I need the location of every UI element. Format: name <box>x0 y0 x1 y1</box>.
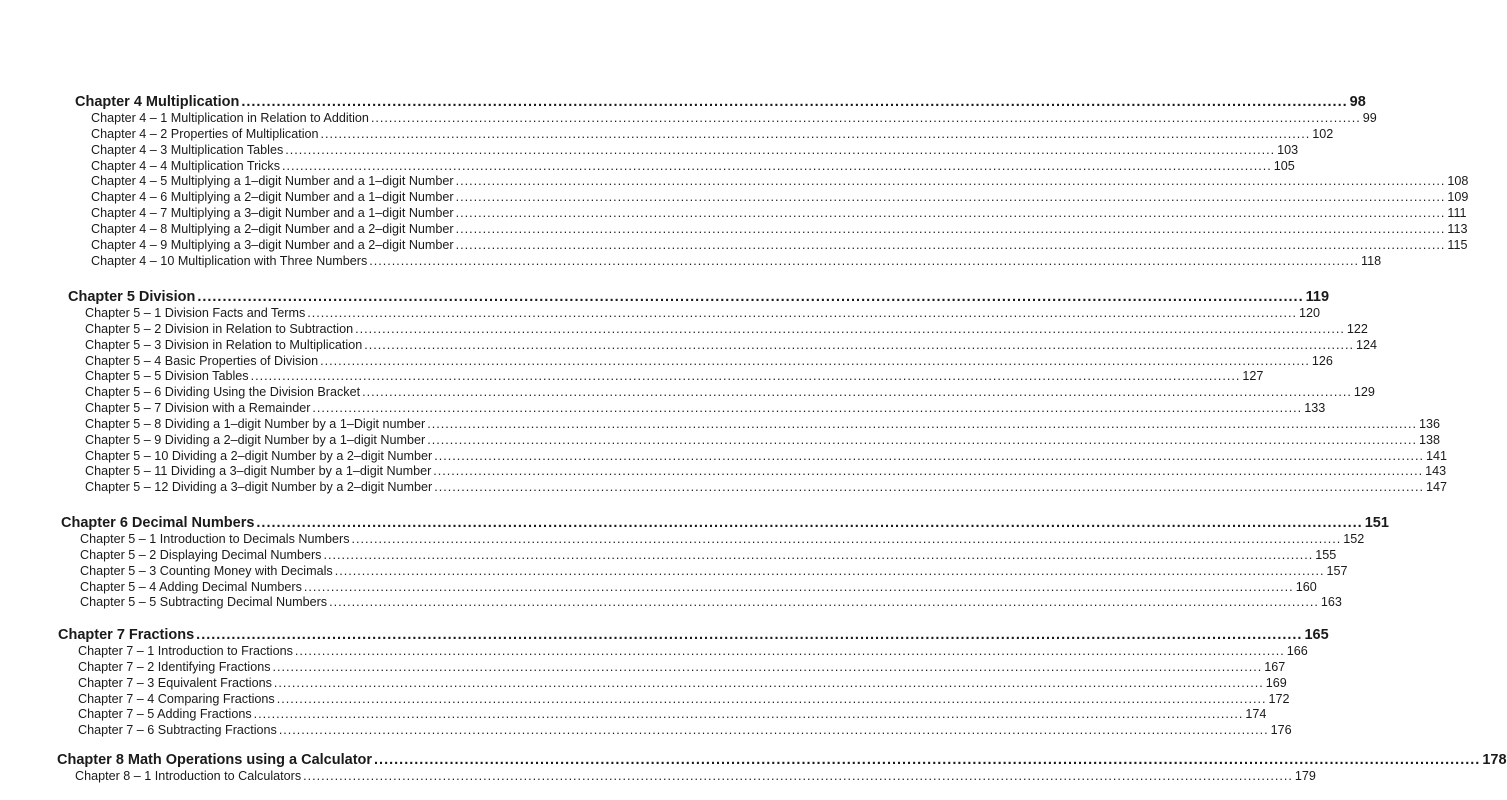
dot-leader: ............................................................................................................................................................................................................................ <box>276 691 1267 706</box>
section-entry-page-number: 126 <box>1311 353 1333 368</box>
chapter-heading-page-number: 178 <box>1482 752 1507 768</box>
section-entry-page-number: 166 <box>1286 644 1308 658</box>
section-entry-label: Chapter 5 – 10 Dividing a 2–digit Number by a 2–digit Number <box>85 448 433 463</box>
section-entry-label: Chapter 4 – 6 Multiplying a 2–digit Number and a 1–digit Number <box>91 190 454 205</box>
dot-leader: ............................................................................................................................................................................................................................ <box>433 464 1424 479</box>
section-entry-label: Chapter 4 – 5 Multiplying a 1–digit Number and a 1–digit Number <box>91 174 454 189</box>
chapter-heading-page-number: 119 <box>1305 289 1330 305</box>
section-entry-label: Chapter 7 – 1 Introduction to Fractions <box>78 644 293 658</box>
dot-leader: ............................................................................................................................................................................................................................ <box>196 627 1303 643</box>
dot-leader: ............................................................................................................................................................................................................................ <box>369 253 1360 268</box>
section-entry <box>85 416 1441 433</box>
chapter-heading <box>68 288 1330 306</box>
section-entry-page-number: 129 <box>1353 385 1375 400</box>
dot-leader: ............................................................................................................................................................................................................................ <box>434 448 1425 463</box>
section-entry <box>91 253 1382 270</box>
dot-leader: ............................................................................................................................................................................................................................ <box>374 752 1481 768</box>
dot-leader: ............................................................................................................................................................................................................................ <box>351 532 1342 546</box>
section-entry-label: Chapter 4 – 3 Multiplication Tables <box>91 142 284 157</box>
section-entry-page-number: 136 <box>1419 416 1441 431</box>
dot-leader: ............................................................................................................................................................................................................................ <box>256 515 1363 531</box>
section-entry <box>91 142 1299 159</box>
dot-leader: ............................................................................................................................................................................................................................ <box>312 401 1303 416</box>
section-entry-page-number: 113 <box>1447 221 1468 236</box>
dot-leader: ............................................................................................................................................................................................................................ <box>455 206 1446 221</box>
section-entry-page-number: 102 <box>1312 126 1334 141</box>
section-entry <box>78 675 1287 692</box>
dot-leader: ............................................................................................................................................................................................................................ <box>241 94 1348 110</box>
section-entry-label: Chapter 4 – 8 Multiplying a 2–digit Number and a 2–digit Number <box>91 221 454 236</box>
section-entry-page-number: 176 <box>1270 723 1292 738</box>
section-entry <box>91 158 1295 175</box>
section-entry <box>91 126 1334 143</box>
section-entry-label: Chapter 5 – 4 Adding Decimal Numbers <box>80 579 302 594</box>
section-entry <box>75 769 1316 785</box>
section-entry <box>91 237 1468 254</box>
section-entry <box>78 723 1292 739</box>
dot-leader: ............................................................................................................................................................................................................................ <box>434 480 1425 495</box>
section-entry <box>85 480 1448 496</box>
section-entry-label: Chapter 5 – 11 Dividing a 3–digit Number by a 1–digit Number <box>85 464 432 479</box>
section-entry-label: Chapter 5 – 3 Counting Money with Decimals <box>80 563 333 578</box>
section-entry-label: Chapter 4 – 1 Multiplication in Relation to Addition <box>91 111 369 125</box>
section-entry-page-number: 160 <box>1295 579 1317 594</box>
dot-leader: ............................................................................................................................................................................................................................ <box>282 158 1272 173</box>
section-entry-label: Chapter 4 – 9 Multiplying a 3–digit Number and a 2–digit Number <box>91 237 454 252</box>
section-entry <box>78 691 1290 708</box>
section-entry <box>91 206 1467 222</box>
section-entry-page-number: 169 <box>1265 675 1287 690</box>
dot-leader: ............................................................................................................................................................................................................................ <box>455 190 1446 205</box>
section-entry-page-number: 122 <box>1346 321 1368 336</box>
section-entry <box>85 432 1441 449</box>
section-entry-label: Chapter 5 – 9 Dividing a 2–digit Number by a 1–digit Number <box>85 432 426 447</box>
section-entry-label: Chapter 4 – 7 Multiplying a 3–digit Number and a 1–digit Number <box>91 206 454 221</box>
dot-leader: ............................................................................................................................................................................................................................ <box>455 237 1446 252</box>
dot-leader: ............................................................................................................................................................................................................................ <box>320 126 1311 141</box>
chapter-heading-label: Chapter 7 Fractions <box>58 627 195 643</box>
section-entry-label: Chapter 4 – 10 Multiplication with Three Numbers <box>91 253 368 268</box>
dot-leader: ............................................................................................................................................................................................................................ <box>307 306 1298 320</box>
section-entry-label: Chapter 7 – 4 Comparing Fractions <box>78 691 275 706</box>
section-entry <box>91 174 1469 190</box>
section-entry-page-number: 155 <box>1315 547 1337 562</box>
section-entry <box>91 111 1377 127</box>
chapter-block <box>0 93 1469 269</box>
dot-leader: ............................................................................................................................................................................................................................ <box>320 353 1310 368</box>
chapter-heading-label: Chapter 6 Decimal Numbers <box>61 515 255 531</box>
section-entry-label: Chapter 7 – 5 Adding Fractions <box>78 707 252 722</box>
section-entry-label: Chapter 5 – 1 Introduction to Decimals Numbers <box>80 532 350 546</box>
section-entry-page-number: 138 <box>1419 432 1441 447</box>
section-entry-label: Chapter 5 – 3 Division in Relation to Multiplication <box>85 337 363 352</box>
section-entry-page-number: 120 <box>1299 306 1321 320</box>
section-entry-label: Chapter 7 – 3 Equivalent Fractions <box>78 675 272 690</box>
section-entry-label: Chapter 5 – 5 Subtracting Decimal Numbers <box>80 595 328 610</box>
chapter-heading-label: Chapter 4 Multiplication <box>75 94 240 110</box>
dot-leader: ............................................................................................................................................................................................................................ <box>250 369 1241 384</box>
section-entry <box>80 563 1348 580</box>
section-entry <box>85 353 1333 370</box>
section-entry-page-number: 109 <box>1447 190 1469 205</box>
section-entry-page-number: 133 <box>1304 401 1326 416</box>
section-entry-label: Chapter 5 – 8 Dividing a 1–digit Number by a 1–Digit number <box>85 416 426 431</box>
section-entry-page-number: 115 <box>1447 237 1468 252</box>
dot-leader: ............................................................................................................................................................................................................................ <box>273 675 1264 690</box>
dot-leader: ............................................................................................................................................................................................................................ <box>303 579 1294 594</box>
chapter-block <box>0 626 1329 739</box>
section-entry-label: Chapter 5 – 5 Division Tables <box>85 369 249 384</box>
section-entry-label: Chapter 5 – 12 Dividing a 3–digit Number by a 2–digit Number <box>85 480 433 495</box>
chapter-heading-page-number: 151 <box>1364 515 1389 531</box>
dot-leader: ............................................................................................................................................................................................................................ <box>427 416 1417 431</box>
section-entry-label: Chapter 5 – 4 Basic Properties of Division <box>85 353 319 368</box>
dot-leader: ............................................................................................................................................................................................................................ <box>323 547 1314 562</box>
dot-leader: ............................................................................................................................................................................................................................ <box>278 723 1269 738</box>
section-entry <box>78 707 1267 723</box>
section-entry-label: Chapter 5 – 1 Division Facts and Terms <box>85 306 306 320</box>
chapter-heading <box>58 626 1329 644</box>
section-entry-label: Chapter 5 – 2 Displaying Decimal Numbers <box>80 547 322 562</box>
dot-leader: ............................................................................................................................................................................................................................ <box>285 142 1276 157</box>
section-entry <box>85 464 1447 480</box>
section-entry-page-number: 105 <box>1273 158 1295 173</box>
dot-leader: ............................................................................................................................................................................................................................ <box>370 111 1361 125</box>
dot-leader: ............................................................................................................................................................................................................................ <box>455 221 1446 236</box>
section-entry-page-number: 141 <box>1426 448 1448 463</box>
chapter-heading-page-number: 165 <box>1304 627 1329 643</box>
section-entry-label: Chapter 5 – 2 Division in Relation to Subtraction <box>85 321 354 336</box>
dot-leader: ............................................................................................................................................................................................................................ <box>197 289 1304 305</box>
chapter-heading-label: Chapter 5 Division <box>68 289 196 305</box>
dot-leader: ............................................................................................................................................................................................................................ <box>253 707 1244 722</box>
chapter-heading-page-number: 98 <box>1349 94 1366 110</box>
section-entry-label: Chapter 5 – 7 Division with a Remainder <box>85 401 311 416</box>
section-entry <box>80 595 1342 611</box>
section-entry <box>80 532 1365 548</box>
section-entry <box>78 659 1286 676</box>
section-entry-page-number: 111 <box>1447 206 1467 221</box>
chapter-block <box>0 514 1389 611</box>
chapter-block <box>0 288 1448 496</box>
dot-leader: ............................................................................................................................................................................................................................ <box>329 595 1319 610</box>
section-entry-label: Chapter 7 – 2 Identifying Fractions <box>78 659 271 674</box>
section-entry <box>85 448 1448 465</box>
section-entry <box>80 579 1317 596</box>
chapter-heading <box>57 751 1507 769</box>
section-entry-page-number: 152 <box>1343 532 1365 546</box>
section-entry-page-number: 124 <box>1356 337 1378 352</box>
section-entry <box>85 321 1368 338</box>
chapter-heading <box>75 93 1366 111</box>
section-entry <box>80 547 1337 564</box>
section-entry <box>85 369 1264 385</box>
section-entry-label: Chapter 7 – 6 Subtracting Fractions <box>78 723 277 738</box>
dot-leader: ............................................................................................................................................................................................................................ <box>272 659 1263 674</box>
section-entry <box>85 385 1375 401</box>
dot-leader: ............................................................................................................................................................................................................................ <box>362 385 1352 400</box>
section-entry-page-number: 172 <box>1268 691 1290 706</box>
dot-leader: ............................................................................................................................................................................................................................ <box>364 337 1354 352</box>
section-entry-label: Chapter 5 – 6 Dividing Using the Division Bracket <box>85 385 361 400</box>
section-entry-label: Chapter 4 – 2 Properties of Multiplication <box>91 126 319 141</box>
chapter-block <box>0 751 1507 785</box>
section-entry-label: Chapter 8 – 1 Introduction to Calculators <box>75 769 302 783</box>
dot-leader: ............................................................................................................................................................................................................................ <box>334 563 1325 578</box>
section-entry <box>85 401 1326 417</box>
section-entry-page-number: 143 <box>1425 464 1447 479</box>
section-entry-page-number: 99 <box>1362 111 1377 125</box>
section-entry-page-number: 118 <box>1361 253 1382 268</box>
section-entry-page-number: 167 <box>1264 659 1286 674</box>
dot-leader: ............................................................................................................................................................................................................................ <box>303 769 1293 783</box>
chapter-heading-label: Chapter 8 Math Operations using a Calculator <box>57 752 373 768</box>
chapter-heading <box>61 514 1389 532</box>
section-entry-page-number: 127 <box>1242 369 1264 384</box>
section-entry-page-number: 147 <box>1426 480 1448 495</box>
dot-leader: ............................................................................................................................................................................................................................ <box>427 432 1417 447</box>
section-entry <box>85 337 1378 354</box>
section-entry-page-number: 179 <box>1294 769 1316 783</box>
section-entry-page-number: 157 <box>1326 563 1348 578</box>
section-entry <box>85 306 1321 322</box>
section-entry <box>91 221 1468 238</box>
section-entry-page-number: 103 <box>1277 142 1299 157</box>
section-entry-page-number: 108 <box>1447 174 1469 189</box>
section-entry <box>78 644 1308 660</box>
section-entry <box>91 190 1469 206</box>
dot-leader: ............................................................................................................................................................................................................................ <box>455 174 1446 189</box>
section-entry-page-number: 163 <box>1320 595 1342 610</box>
section-entry-label: Chapter 4 – 4 Multiplication Tricks <box>91 158 280 173</box>
dot-leader: ............................................................................................................................................................................................................................ <box>294 644 1285 658</box>
section-entry-page-number: 174 <box>1245 707 1267 722</box>
dot-leader: ............................................................................................................................................................................................................................ <box>355 321 1345 336</box>
